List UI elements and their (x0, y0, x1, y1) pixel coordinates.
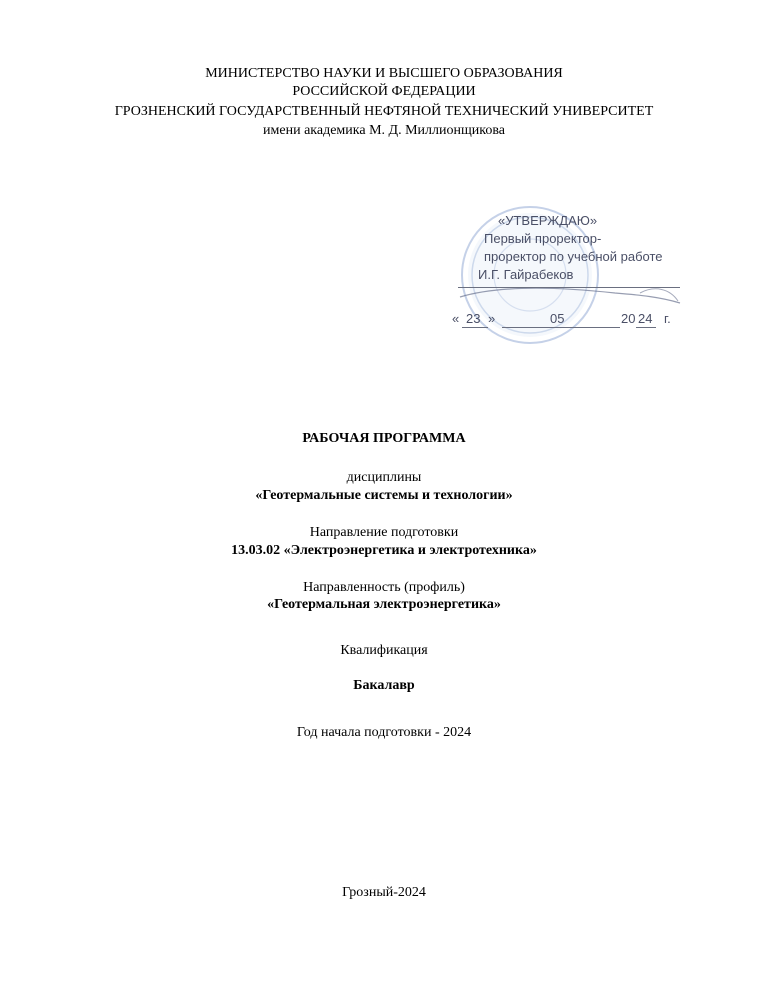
program-title: РАБОЧАЯ ПРОГРАММА (302, 431, 466, 446)
approval-name: И.Г. Гайрабеков (478, 267, 574, 282)
approval-position-2: проректор по учебной работе (484, 249, 663, 264)
direction-label: Направление подготовки (309, 525, 459, 540)
approval-title: «УТВЕРЖДАЮ» (498, 213, 598, 228)
federation-line: РОССИЙСКОЙ ФЕДЕРАЦИИ (292, 84, 476, 99)
approval-position-1: Первый проректор- (484, 231, 602, 246)
approval-stamp (440, 205, 690, 350)
profile-label: Направленность (профиль) (303, 580, 465, 595)
date-year-unit: г. (664, 311, 671, 326)
qualification-value: Бакалавр (353, 678, 415, 693)
university-line: ГРОЗНЕНСКИЙ ГОСУДАРСТВЕННЫЙ НЕФТЯНОЙ ТЕХНИЧЕСКИЙ УНИВЕРСИТЕТ (114, 104, 654, 119)
day-underline (462, 327, 488, 328)
date-year-suffix: 24 (638, 311, 653, 326)
city-year: Грозный-2024 (342, 885, 426, 900)
discipline-name: «Геотермальные системы и технологии» (255, 488, 513, 503)
date-month: 05 (550, 311, 565, 326)
date-year-prefix: 20 (621, 311, 636, 326)
year-underline (636, 327, 656, 328)
qualification-label: Квалификация (340, 643, 428, 658)
profile-name: «Геотермальная электроэнергетика» (267, 597, 501, 612)
date-open-quote: « (452, 311, 460, 326)
signature-line (458, 287, 680, 288)
date-day: 23 (466, 311, 481, 326)
month-underline (502, 327, 620, 328)
discipline-label: дисциплины (346, 470, 422, 485)
ministry-line: МИНИСТЕРСТВО НАУКИ И ВЫСШЕГО ОБРАЗОВАНИЯ (205, 66, 563, 81)
date-close-quote: » (488, 311, 496, 326)
university-named-after: имени академика М. Д. Миллионщикова (263, 123, 505, 138)
direction-name: 13.03.02 «Электроэнергетика и электротехника» (231, 543, 537, 558)
start-year: Год начала подготовки - 2024 (296, 725, 472, 740)
